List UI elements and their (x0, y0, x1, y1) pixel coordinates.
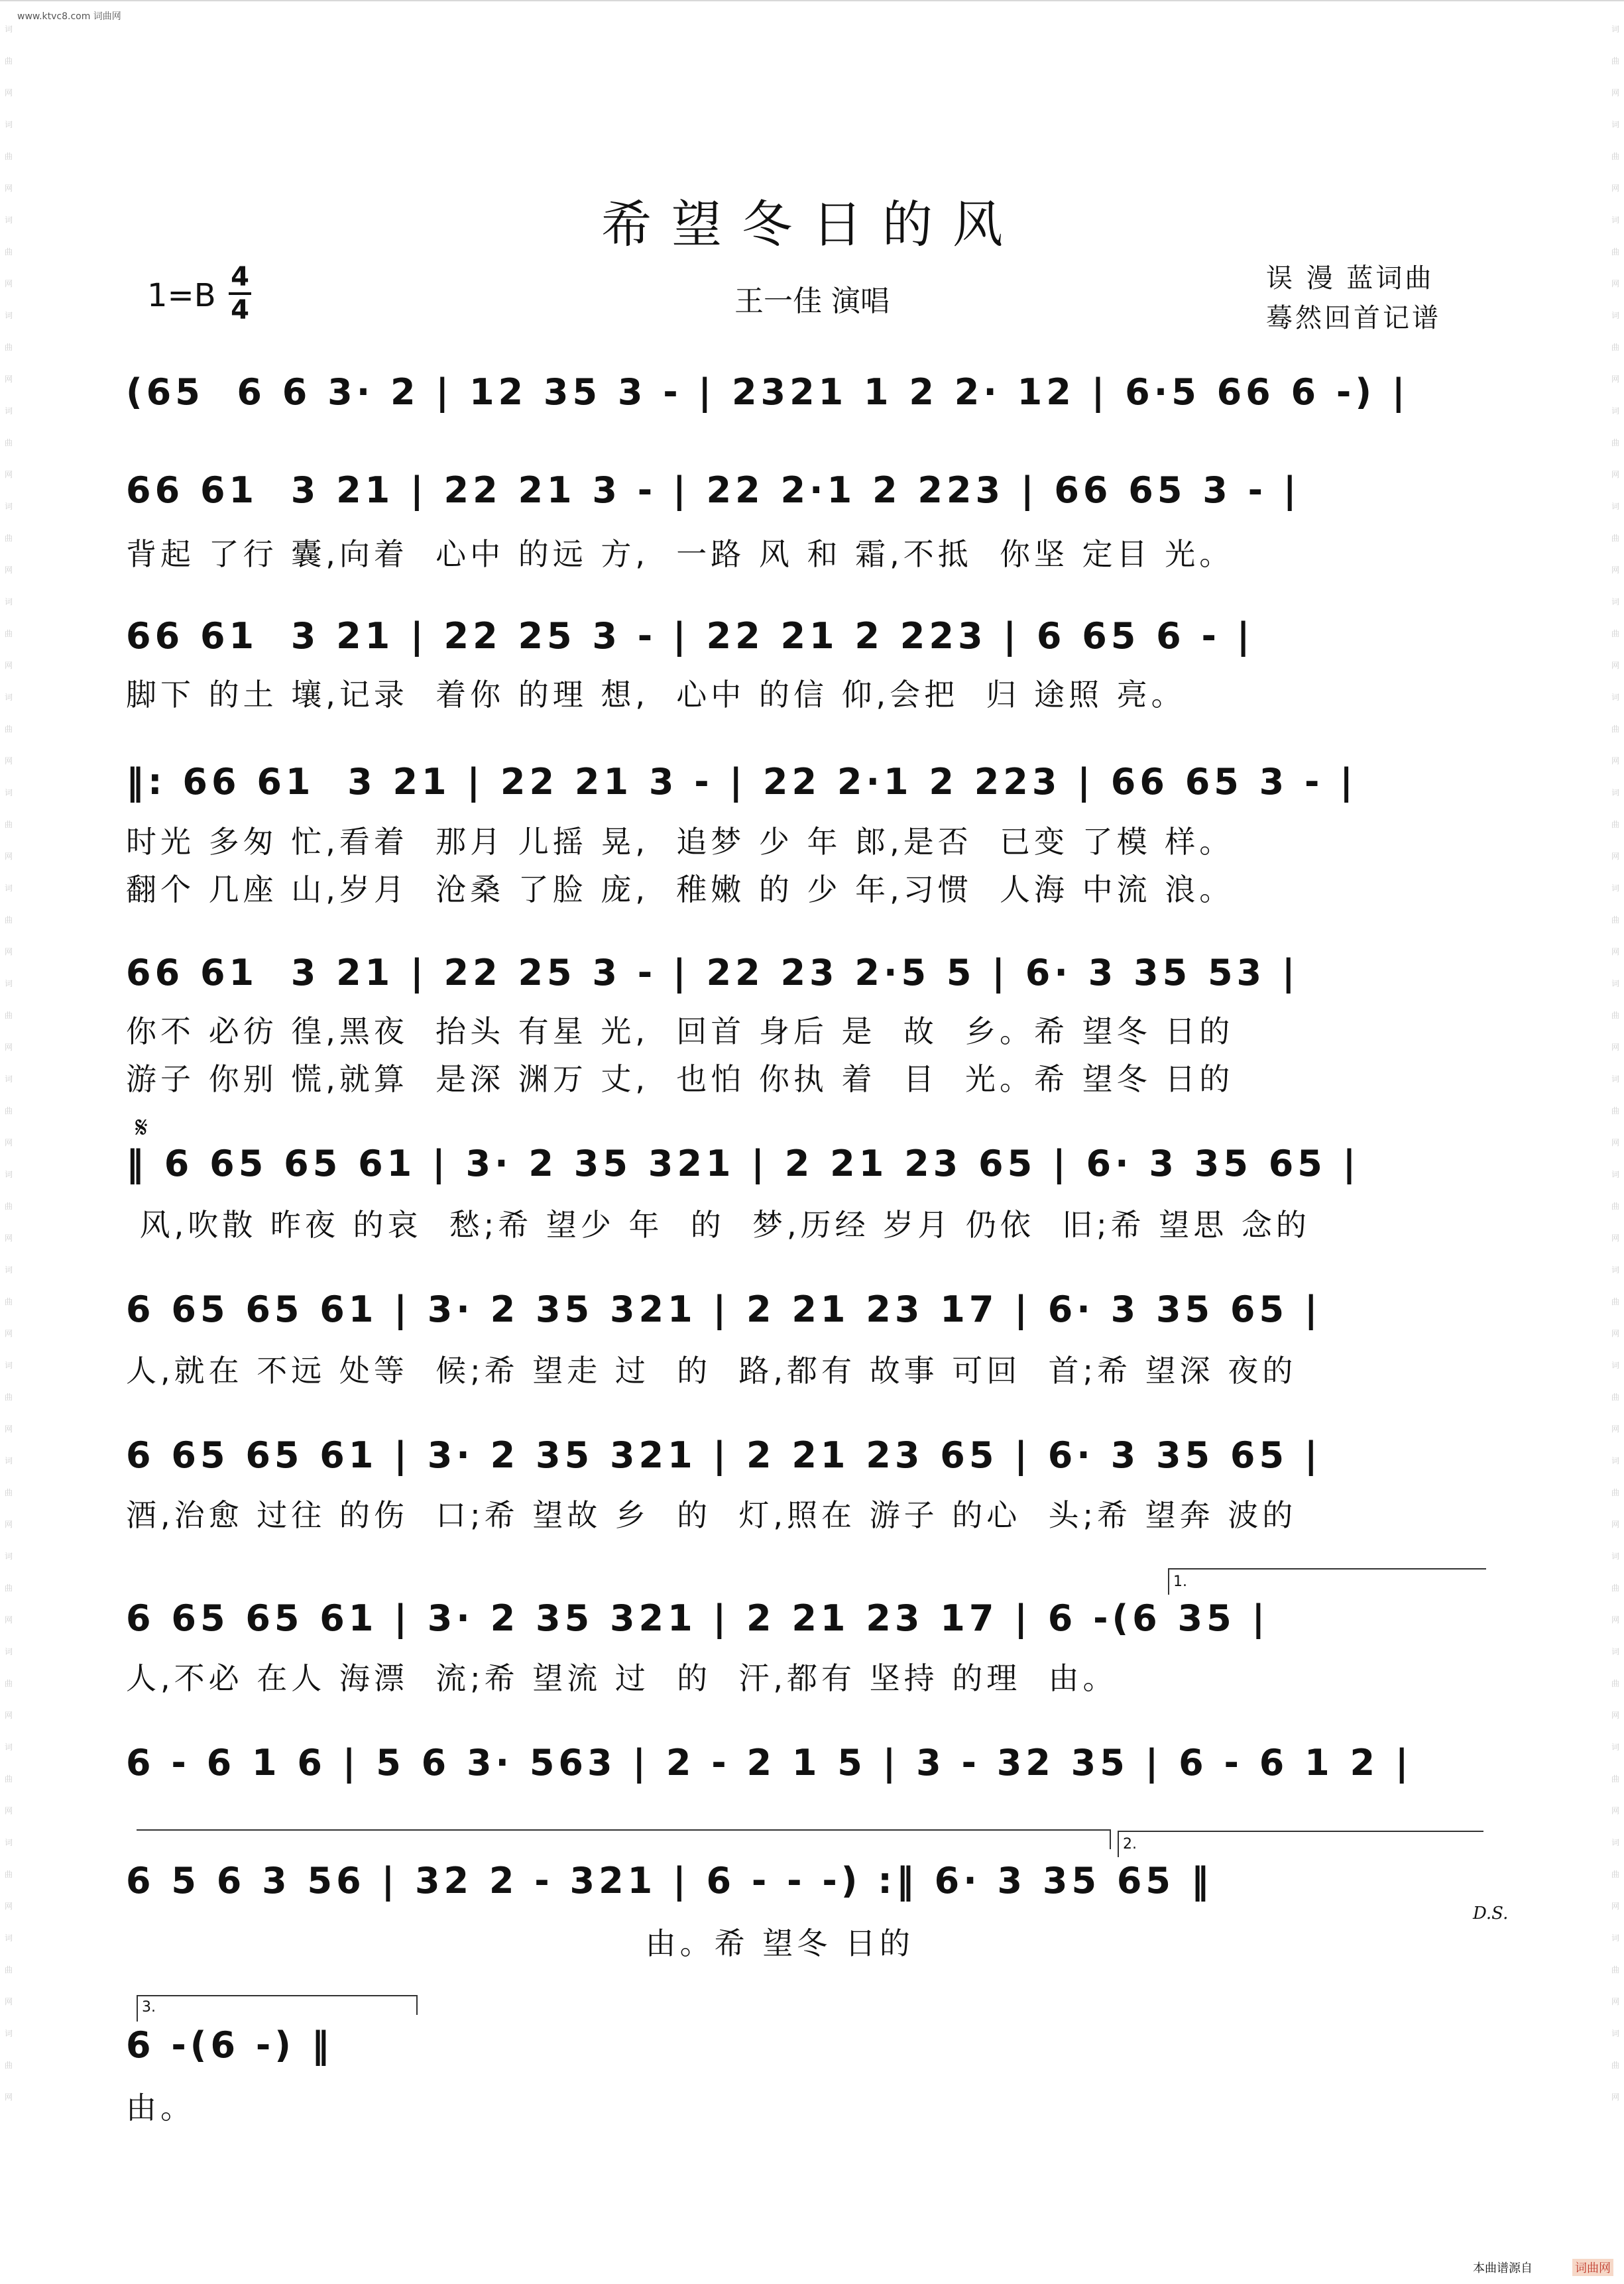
notation-line-11: 6 5 6 3 56 | 32 2 - 321 | 6 - - -) :‖ 6· 3 35 65 ‖ (126, 1860, 1213, 1902)
volta-1-left (1168, 1568, 1169, 1595)
notation-line-1: (65 6 6 3· 2 | 12 35 3 - | 2321 1 2 2· 12 | 6·5 66 6 -) | (126, 371, 1409, 413)
credit-transcriber: 蓦然回首记谱 (1266, 303, 1441, 333)
dal-segno-mark: D.S. (1473, 1904, 1509, 1923)
notation-line-2: 66 61 3 21 | 22 21 3 - | 22 2·1 2 223 | 66 65 3 - | (126, 469, 1301, 511)
lyric-line-12: 由。 (126, 2090, 195, 2126)
song-title: 希望冬日的风 (601, 195, 1023, 254)
notation-line-7: 6 65 65 61 | 3· 2 35 321 | 2 21 23 17 | 6· 3 35 65 | (126, 1288, 1322, 1330)
credits (1266, 258, 1441, 338)
notation-line-8: 6 65 65 61 | 3· 2 35 321 | 2 21 23 65 | 6· 3 35 65 | (126, 1434, 1322, 1476)
volta-2-left (1118, 1831, 1119, 1857)
footer-source: 本曲谱源自 (1473, 2261, 1533, 2275)
lyric-line-9: 人,不必 在人 海漂 流;希 望流 过 的 汗,都有 坚持 的理 由。 (126, 1660, 1118, 1696)
volta-3-left (137, 1995, 138, 2022)
right-watermark: 词曲网 词曲网 词曲网 词曲网 词曲网 词曲网 词曲网 词曲网 词曲网 词曲网 词曲网 词曲网 词曲网 词曲网 词曲网 词曲网 词曲网 词曲网 词曲网 词曲网 词曲网 词曲网 (1611, 25, 1619, 2102)
lyric-line-3: 脚下 的土 壤,记录 着你 的理 想, 心中 的信 仰,会把 归 途照 亮。 (126, 677, 1186, 713)
lyric-line-5b: 游子 你别 慌,就算 是深 渊万 丈, 也怕 你执 着 目 光。希 望冬 日的 (126, 1061, 1234, 1097)
key-signature: 1=B (147, 277, 216, 314)
time-top: 4 (231, 262, 249, 292)
notation-line-10: 6 - 6 1 6 | 5 6 3· 563 | 2 - 2 1 5 | 3 - 32 35 | 6 - 6 1 2 | (126, 1742, 1413, 1784)
volta-3-bracket (137, 1995, 418, 1996)
notation-line-6: ‖ 6 65 65 61 | 3· 2 35 321 | 2 21 23 65 | 6· 3 35 65 | (126, 1143, 1360, 1184)
lyric-line-5a: 你不 必彷 徨,黑夜 抬头 有星 光, 回首 身后 是 故 乡。希 望冬 日的 (126, 1013, 1234, 1049)
volta-2-bracket (1118, 1831, 1483, 1832)
notation-line-4: ‖: 66 61 3 21 | 22 21 3 - | 22 2·1 2 223 | 66 65 3 - | (126, 761, 1357, 803)
left-watermark: 词曲网 词曲网 词曲网 词曲网 词曲网 词曲网 词曲网 词曲网 词曲网 词曲网 词曲网 词曲网 词曲网 词曲网 词曲网 词曲网 词曲网 词曲网 词曲网 词曲网 词曲网 词曲网 (4, 25, 13, 2102)
volta-1-continuation (137, 1829, 1111, 1831)
lyric-line-4a: 时光 多匆 忙,看着 那月 儿摇 晃, 追梦 少 年 郎,是否 已变 了模 样。 (126, 824, 1234, 860)
credit-lyricist-composer: 误 漫 蓝词曲 (1266, 263, 1434, 294)
notation-line-5: 66 61 3 21 | 22 25 3 - | 22 23 2·5 5 | 6· 3 35 53 | (126, 952, 1299, 994)
top-rule (0, 0, 1624, 1)
lyric-line-6: 风,吹散 昨夜 的哀 愁;希 望少 年 的 梦,历经 岁月 仍依 旧;希 望思 念的 (126, 1207, 1310, 1243)
lyric-line-8: 酒,治愈 过往 的伤 口;希 望故 乡 的 灯,照在 游子 的心 头;希 望奔 波的 (126, 1497, 1297, 1533)
volta-3-right (416, 1995, 418, 2015)
notation-line-3: 66 61 3 21 | 22 25 3 - | 22 21 2 223 | 6 65 6 - | (126, 615, 1254, 657)
time-bottom: 4 (231, 295, 249, 325)
volta-1-end (1110, 1829, 1111, 1849)
notation-line-12: 6 -(6 -) ‖ (126, 2024, 333, 2066)
volta-1-bracket (1168, 1568, 1486, 1570)
segno-sign: 𝄋 (135, 1111, 148, 1145)
singer: 王一佳 演唱 (734, 284, 890, 318)
notation-line-9: 6 65 65 61 | 3· 2 35 321 | 2 21 23 17 | 6 -(6 35 | (126, 1597, 1269, 1639)
lyric-line-7: 人,就在 不远 处等 候;希 望走 过 的 路,都有 故事 可回 首;希 望深 夜的 (126, 1353, 1297, 1389)
volta-3-label: 3. (142, 1999, 156, 2016)
volta-1-label: 1. (1173, 1573, 1187, 1590)
volta-2-label: 2. (1123, 1836, 1137, 1853)
lyric-line-2: 背起 了行 囊,向着 心中 的远 方, 一路 风 和 霜,不抵 你坚 定目 光。 (126, 536, 1234, 572)
source-url: www.ktvc8.com 词曲网 (17, 11, 121, 22)
lyric-line-11: 由。希 望冬 日的 (126, 1925, 914, 1961)
footer-brand[interactable]: 词曲网 (1572, 2259, 1613, 2276)
lyric-line-4b: 翻个 几座 山,岁月 沧桑 了脸 庞, 稚嫩 的 少 年,习惯 人海 中流 浪。 (126, 872, 1234, 907)
